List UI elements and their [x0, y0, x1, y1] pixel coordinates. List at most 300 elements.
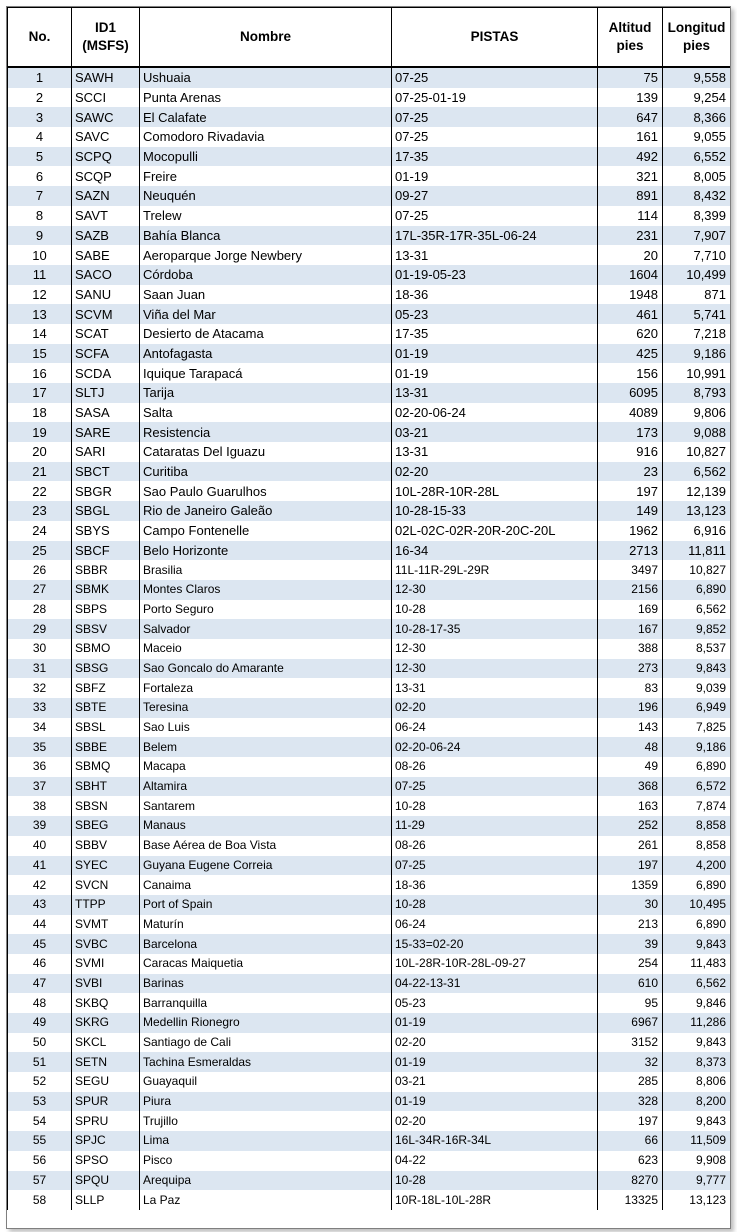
cell-no: 23: [8, 501, 72, 521]
cell-longitud: 8,858: [663, 836, 731, 856]
cell-pistas: 12-30: [392, 659, 598, 679]
cell-id: SBSG: [72, 659, 140, 679]
cell-id: SARE: [72, 422, 140, 442]
cell-no: 2: [8, 88, 72, 108]
cell-id: SYEC: [72, 856, 140, 876]
cell-no: 27: [8, 580, 72, 600]
cell-altitud: 285: [598, 1072, 663, 1092]
cell-longitud: 5,741: [663, 304, 731, 324]
table-row: [8, 796, 731, 816]
cell-pistas: 10R-18L-10L-28R: [392, 1190, 598, 1210]
cell-altitud: 2156: [598, 580, 663, 600]
cell-pistas: 01-19: [392, 1052, 598, 1072]
cell-longitud: 8,373: [663, 1052, 731, 1072]
cell-nombre: Montes Claros: [140, 580, 392, 600]
table-row: [8, 1111, 731, 1131]
cell-longitud: 8,793: [663, 383, 731, 403]
table-row: [8, 462, 731, 482]
cell-nombre: Barcelona: [140, 934, 392, 954]
cell-altitud: 4089: [598, 403, 663, 423]
cell-pistas: 18-36: [392, 875, 598, 895]
cell-nombre: Salvador: [140, 619, 392, 639]
cell-nombre: Punta Arenas: [140, 88, 392, 108]
table-row: [8, 1092, 731, 1112]
cell-pistas: 03-21: [392, 1072, 598, 1092]
cell-altitud: 95: [598, 993, 663, 1013]
cell-longitud: 9,186: [663, 344, 731, 364]
cell-altitud: 891: [598, 186, 663, 206]
cell-altitud: 6095: [598, 383, 663, 403]
cell-nombre: Fortaleza: [140, 678, 392, 698]
cell-no: 22: [8, 481, 72, 501]
cell-nombre: Sao Paulo Guarulhos: [140, 481, 392, 501]
cell-no: 21: [8, 462, 72, 482]
cell-pistas: 10-28: [392, 1171, 598, 1191]
cell-longitud: 9,852: [663, 619, 731, 639]
cell-nombre: Barinas: [140, 974, 392, 994]
cell-pistas: 02-20-06-24: [392, 737, 598, 757]
cell-no: 18: [8, 403, 72, 423]
cell-no: 29: [8, 619, 72, 639]
cell-altitud: 163: [598, 796, 663, 816]
cell-id: SPJC: [72, 1131, 140, 1151]
cell-nombre: Trujillo: [140, 1111, 392, 1131]
cell-pistas: 07-25: [392, 206, 598, 226]
table-row: [8, 245, 731, 265]
cell-pistas: 17-35: [392, 324, 598, 344]
table-row: [8, 363, 731, 383]
cell-no: 34: [8, 718, 72, 738]
cell-pistas: 04-22: [392, 1151, 598, 1171]
cell-nombre: Arequipa: [140, 1171, 392, 1191]
table-row: [8, 856, 731, 876]
cell-pistas: 02L-02C-02R-20R-20C-20L: [392, 521, 598, 541]
cell-id: SKBQ: [72, 993, 140, 1013]
cell-longitud: 7,874: [663, 796, 731, 816]
cell-id: SAVC: [72, 127, 140, 147]
cell-no: 3: [8, 107, 72, 127]
cell-longitud: 9,846: [663, 993, 731, 1013]
cell-longitud: 6,890: [663, 580, 731, 600]
cell-nombre: El Calafate: [140, 107, 392, 127]
table-row: [8, 1131, 731, 1151]
cell-altitud: 647: [598, 107, 663, 127]
cell-id: SPSO: [72, 1151, 140, 1171]
cell-pistas: 03-21: [392, 422, 598, 442]
cell-nombre: Neuquén: [140, 186, 392, 206]
table-row: [8, 954, 731, 974]
table-row: [8, 226, 731, 246]
table-row: [8, 1013, 731, 1033]
cell-longitud: 8,399: [663, 206, 731, 226]
cell-altitud: 1962: [598, 521, 663, 541]
cell-longitud: 9,055: [663, 127, 731, 147]
cell-pistas: 10L-28R-10R-28L: [392, 481, 598, 501]
cell-no: 28: [8, 600, 72, 620]
cell-no: 19: [8, 422, 72, 442]
cell-altitud: 32: [598, 1052, 663, 1072]
cell-no: 17: [8, 383, 72, 403]
cell-altitud: 13325: [598, 1190, 663, 1210]
cell-longitud: 11,286: [663, 1013, 731, 1033]
cell-pistas: 12-30: [392, 639, 598, 659]
cell-longitud: 6,890: [663, 875, 731, 895]
airport-table-sheet: [6, 6, 731, 1229]
table-header: [8, 8, 731, 68]
cell-no: 16: [8, 363, 72, 383]
cell-id: SBSN: [72, 796, 140, 816]
table-row: [8, 67, 731, 88]
cell-pistas: 11L-11R-29L-29R: [392, 560, 598, 580]
cell-pistas: 01-19: [392, 363, 598, 383]
cell-pistas: 08-26: [392, 836, 598, 856]
cell-nombre: Pisco: [140, 1151, 392, 1171]
cell-no: 53: [8, 1092, 72, 1112]
cell-pistas: 01-19: [392, 1092, 598, 1112]
cell-altitud: 167: [598, 619, 663, 639]
cell-pistas: 13-31: [392, 383, 598, 403]
cell-longitud: 871: [663, 285, 731, 305]
header-altitud: [598, 8, 663, 68]
cell-nombre: Medellin Rionegro: [140, 1013, 392, 1033]
cell-no: 15: [8, 344, 72, 364]
table-row: [8, 324, 731, 344]
cell-altitud: 6967: [598, 1013, 663, 1033]
airport-table: [7, 7, 731, 1210]
cell-longitud: 10,499: [663, 265, 731, 285]
cell-id: SBTE: [72, 698, 140, 718]
header-altitud-line2: pies: [616, 38, 644, 53]
cell-altitud: 39: [598, 934, 663, 954]
cell-nombre: Belem: [140, 737, 392, 757]
cell-id: SVCN: [72, 875, 140, 895]
table-row: [8, 107, 731, 127]
cell-id: SARI: [72, 442, 140, 462]
cell-altitud: 139: [598, 88, 663, 108]
table-row: [8, 560, 731, 580]
cell-no: 12: [8, 285, 72, 305]
cell-no: 5: [8, 147, 72, 167]
cell-no: 1: [8, 67, 72, 88]
cell-no: 54: [8, 1111, 72, 1131]
cell-longitud: 13,123: [663, 501, 731, 521]
cell-no: 36: [8, 757, 72, 777]
cell-pistas: 02-20: [392, 462, 598, 482]
cell-id: SBSL: [72, 718, 140, 738]
cell-pistas: 13-31: [392, 678, 598, 698]
cell-longitud: 8,005: [663, 166, 731, 186]
table-row: [8, 304, 731, 324]
cell-altitud: 114: [598, 206, 663, 226]
cell-longitud: 10,991: [663, 363, 731, 383]
cell-nombre: Sao Goncalo do Amarante: [140, 659, 392, 679]
cell-altitud: 328: [598, 1092, 663, 1112]
table-row: [8, 206, 731, 226]
cell-nombre: Guayaquil: [140, 1072, 392, 1092]
cell-nombre: Manaus: [140, 816, 392, 836]
cell-longitud: 11,509: [663, 1131, 731, 1151]
table-row: [8, 875, 731, 895]
cell-longitud: 6,890: [663, 915, 731, 935]
cell-no: 20: [8, 442, 72, 462]
cell-longitud: 8,432: [663, 186, 731, 206]
cell-longitud: 6,916: [663, 521, 731, 541]
cell-nombre: Iquique Tarapacá: [140, 363, 392, 383]
cell-nombre: Rio de Janeiro Galeão: [140, 501, 392, 521]
cell-longitud: 10,495: [663, 895, 731, 915]
cell-pistas: 11-29: [392, 816, 598, 836]
table-row: [8, 481, 731, 501]
table-row: [8, 265, 731, 285]
cell-pistas: 08-26: [392, 757, 598, 777]
cell-longitud: 6,562: [663, 462, 731, 482]
cell-longitud: 6,562: [663, 974, 731, 994]
table-row: [8, 1171, 731, 1191]
cell-longitud: 10,827: [663, 442, 731, 462]
cell-longitud: 13,123: [663, 1190, 731, 1210]
cell-no: 44: [8, 915, 72, 935]
cell-id: SBBE: [72, 737, 140, 757]
cell-longitud: 7,907: [663, 226, 731, 246]
table-row: [8, 442, 731, 462]
cell-no: 14: [8, 324, 72, 344]
cell-no: 42: [8, 875, 72, 895]
cell-id: SAWH: [72, 67, 140, 88]
cell-nombre: Porto Seguro: [140, 600, 392, 620]
cell-id: SCAT: [72, 324, 140, 344]
cell-nombre: Port of Spain: [140, 895, 392, 915]
cell-altitud: 75: [598, 67, 663, 88]
cell-altitud: 261: [598, 836, 663, 856]
cell-nombre: Cataratas Del Iguazu: [140, 442, 392, 462]
cell-longitud: 11,811: [663, 541, 731, 561]
cell-longitud: 8,537: [663, 639, 731, 659]
cell-pistas: 07-25: [392, 67, 598, 88]
cell-no: 37: [8, 777, 72, 797]
cell-longitud: 9,843: [663, 659, 731, 679]
cell-id: SCFA: [72, 344, 140, 364]
cell-altitud: 197: [598, 856, 663, 876]
cell-pistas: 06-24: [392, 718, 598, 738]
cell-pistas: 10-28: [392, 895, 598, 915]
cell-altitud: 213: [598, 915, 663, 935]
cell-longitud: 6,949: [663, 698, 731, 718]
cell-nombre: Macapa: [140, 757, 392, 777]
cell-no: 41: [8, 856, 72, 876]
table-row: [8, 285, 731, 305]
header-id-line2: (MSFS): [82, 38, 129, 53]
table-row: [8, 659, 731, 679]
cell-nombre: Curitiba: [140, 462, 392, 482]
table-row: [8, 757, 731, 777]
table-row: [8, 1151, 731, 1171]
table-row: [8, 1190, 731, 1210]
cell-longitud: 9,558: [663, 67, 731, 88]
cell-altitud: 173: [598, 422, 663, 442]
cell-nombre: Viña del Mar: [140, 304, 392, 324]
cell-pistas: 04-22-13-31: [392, 974, 598, 994]
cell-no: 33: [8, 698, 72, 718]
cell-pistas: 10-28: [392, 600, 598, 620]
cell-id: SKCL: [72, 1033, 140, 1053]
cell-id: SAWC: [72, 107, 140, 127]
header-longitud-line1: Longitud: [667, 20, 726, 35]
cell-id: SLTJ: [72, 383, 140, 403]
cell-no: 4: [8, 127, 72, 147]
table-row: [8, 737, 731, 757]
cell-nombre: Tachina Esmeraldas: [140, 1052, 392, 1072]
cell-nombre: Santiago de Cali: [140, 1033, 392, 1053]
cell-altitud: 610: [598, 974, 663, 994]
cell-pistas: 10L-28R-10R-28L-09-27: [392, 954, 598, 974]
cell-longitud: 6,572: [663, 777, 731, 797]
cell-nombre: Canaima: [140, 875, 392, 895]
cell-nombre: Piura: [140, 1092, 392, 1112]
cell-id: SBPS: [72, 600, 140, 620]
cell-pistas: 09-27: [392, 186, 598, 206]
cell-altitud: 196: [598, 698, 663, 718]
cell-pistas: 02-20-06-24: [392, 403, 598, 423]
cell-nombre: Lima: [140, 1131, 392, 1151]
cell-no: 10: [8, 245, 72, 265]
cell-altitud: 30: [598, 895, 663, 915]
table-row: [8, 1072, 731, 1092]
cell-no: 49: [8, 1013, 72, 1033]
cell-id: SPQU: [72, 1171, 140, 1191]
cell-longitud: 4,200: [663, 856, 731, 876]
cell-id: SVBI: [72, 974, 140, 994]
cell-id: SBCF: [72, 541, 140, 561]
cell-altitud: 49: [598, 757, 663, 777]
cell-id: SABE: [72, 245, 140, 265]
cell-no: 43: [8, 895, 72, 915]
cell-altitud: 252: [598, 816, 663, 836]
cell-longitud: 8,366: [663, 107, 731, 127]
cell-altitud: 197: [598, 1111, 663, 1131]
cell-pistas: 18-36: [392, 285, 598, 305]
cell-altitud: 254: [598, 954, 663, 974]
cell-nombre: Barranquilla: [140, 993, 392, 1013]
cell-nombre: Brasilia: [140, 560, 392, 580]
table-row: [8, 678, 731, 698]
table-row: [8, 521, 731, 541]
cell-no: 6: [8, 166, 72, 186]
cell-id: SVMT: [72, 915, 140, 935]
cell-pistas: 01-19: [392, 166, 598, 186]
cell-no: 30: [8, 639, 72, 659]
table-row: [8, 166, 731, 186]
cell-nombre: Resistencia: [140, 422, 392, 442]
cell-id: SBGL: [72, 501, 140, 521]
cell-no: 52: [8, 1072, 72, 1092]
cell-longitud: 7,825: [663, 718, 731, 738]
cell-altitud: 8270: [598, 1171, 663, 1191]
cell-nombre: Freire: [140, 166, 392, 186]
cell-pistas: 10-28-15-33: [392, 501, 598, 521]
cell-pistas: 15-33=02-20: [392, 934, 598, 954]
table-row: [8, 993, 731, 1013]
cell-nombre: Tarija: [140, 383, 392, 403]
cell-altitud: 425: [598, 344, 663, 364]
table-row: [8, 501, 731, 521]
cell-altitud: 169: [598, 600, 663, 620]
cell-longitud: 9,843: [663, 1111, 731, 1131]
cell-longitud: 8,200: [663, 1092, 731, 1112]
cell-altitud: 273: [598, 659, 663, 679]
cell-pistas: 13-31: [392, 442, 598, 462]
cell-id: SLLP: [72, 1190, 140, 1210]
cell-id: SBMQ: [72, 757, 140, 777]
cell-longitud: 6,890: [663, 757, 731, 777]
cell-nombre: Trelew: [140, 206, 392, 226]
cell-pistas: 07-25: [392, 856, 598, 876]
cell-no: 26: [8, 560, 72, 580]
header-no: No.: [8, 8, 72, 68]
cell-id: SBBV: [72, 836, 140, 856]
cell-id: SBCT: [72, 462, 140, 482]
table-row: [8, 974, 731, 994]
cell-longitud: 9,186: [663, 737, 731, 757]
cell-id: SAVT: [72, 206, 140, 226]
cell-altitud: 143: [598, 718, 663, 738]
cell-no: 9: [8, 226, 72, 246]
cell-nombre: Belo Horizonte: [140, 541, 392, 561]
cell-no: 13: [8, 304, 72, 324]
cell-id: SBYS: [72, 521, 140, 541]
cell-altitud: 149: [598, 501, 663, 521]
cell-id: SCVM: [72, 304, 140, 324]
header-longitud: [663, 8, 731, 68]
cell-nombre: Desierto de Atacama: [140, 324, 392, 344]
cell-longitud: 9,254: [663, 88, 731, 108]
cell-nombre: Sao Luis: [140, 718, 392, 738]
table-row: [8, 127, 731, 147]
cell-altitud: 20: [598, 245, 663, 265]
cell-altitud: 66: [598, 1131, 663, 1151]
table-row: [8, 600, 731, 620]
cell-no: 31: [8, 659, 72, 679]
cell-nombre: Antofagasta: [140, 344, 392, 364]
header-nombre: Nombre: [140, 8, 392, 68]
cell-pistas: 16L-34R-16R-34L: [392, 1131, 598, 1151]
cell-nombre: Caracas Maiquetia: [140, 954, 392, 974]
cell-longitud: 11,483: [663, 954, 731, 974]
cell-no: 47: [8, 974, 72, 994]
cell-longitud: 6,562: [663, 600, 731, 620]
cell-altitud: 231: [598, 226, 663, 246]
cell-id: SACO: [72, 265, 140, 285]
cell-id: SAZN: [72, 186, 140, 206]
cell-no: 32: [8, 678, 72, 698]
cell-no: 55: [8, 1131, 72, 1151]
cell-altitud: 388: [598, 639, 663, 659]
cell-no: 46: [8, 954, 72, 974]
cell-no: 8: [8, 206, 72, 226]
cell-id: SETN: [72, 1052, 140, 1072]
cell-longitud: 10,827: [663, 560, 731, 580]
cell-altitud: 620: [598, 324, 663, 344]
cell-id: SBEG: [72, 816, 140, 836]
cell-altitud: 197: [598, 481, 663, 501]
cell-no: 57: [8, 1171, 72, 1191]
header-altitud-line1: Altitud: [608, 20, 652, 35]
cell-nombre: La Paz: [140, 1190, 392, 1210]
table-row: [8, 895, 731, 915]
cell-pistas: 07-25: [392, 107, 598, 127]
cell-no: 50: [8, 1033, 72, 1053]
cell-nombre: Saan Juan: [140, 285, 392, 305]
cell-longitud: 9,843: [663, 1033, 731, 1053]
